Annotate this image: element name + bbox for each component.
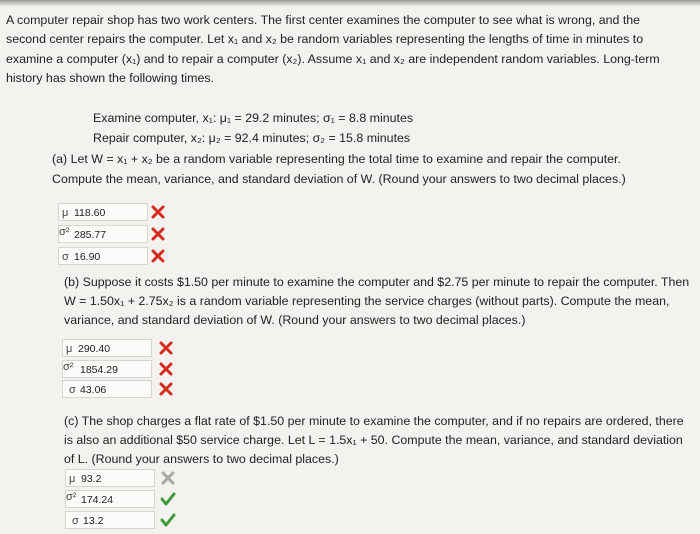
- incorrect-x-icon: [158, 339, 174, 357]
- answer-value: 174.24: [81, 494, 114, 506]
- sd-symbol: σ: [69, 384, 76, 396]
- variance-symbol: σ²: [63, 361, 74, 373]
- incorrect-x-icon: [150, 203, 166, 221]
- part-c-variance-input[interactable]: [65, 490, 155, 508]
- answer-value: 43.06: [80, 384, 107, 396]
- sd-symbol: σ: [62, 251, 69, 263]
- answer-value: 290.40: [78, 343, 111, 355]
- intro-line-1: A computer repair shop has two work centers. The first center examines the computer to see what is wrong, and the: [6, 13, 641, 27]
- correct-check-icon: [160, 490, 176, 508]
- part-b-sd-input[interactable]: [62, 380, 152, 398]
- part-a-mean-input[interactable]: [58, 203, 148, 221]
- answer-value: 93.2: [81, 473, 102, 485]
- intro-line-4: history has shown the following times.: [6, 71, 214, 85]
- incorrect-x-icon: [150, 225, 166, 243]
- answer-value: 16.90: [74, 251, 101, 263]
- part-a-line-2: Compute the mean, variance, and standard deviation of W. (Round your answers to two decimal places.): [52, 172, 626, 186]
- sd-symbol: σ: [72, 515, 79, 527]
- incorrect-x-icon: [158, 380, 174, 398]
- variance-symbol: σ²: [66, 491, 77, 503]
- intro-line-3: examine a computer (x₁) and to repair a computer (x₂). Assume x₁ and x₂ are independent random variables. Long-term: [6, 52, 660, 66]
- part-c-sd-input[interactable]: [65, 511, 155, 529]
- top-banner-strip: [0, 0, 700, 6]
- answer-value: 285.77: [74, 229, 107, 241]
- incorrect-x-icon: [158, 360, 174, 378]
- answer-value: 118.60: [74, 207, 106, 219]
- part-b-mean-input[interactable]: [62, 339, 152, 357]
- incorrect-x-icon: [150, 247, 166, 265]
- part-b-line-2: W = 1.50x₁ + 2.75x₂ is a random variable representing the service charges (without parts). Compute the mean,: [64, 294, 670, 308]
- part-c-line-1: (c) The shop charges a flat rate of $1.50 per minute to examine the computer, and if no repairs are ordered, there: [64, 414, 684, 428]
- part-a-sd-input[interactable]: [58, 247, 148, 265]
- part-c-line-3: of L. (Round your answers to two decimal places.): [64, 452, 339, 466]
- mean-symbol: μ: [66, 343, 73, 355]
- answer-value: 1854.29: [80, 364, 118, 376]
- repair-computer-params: Repair computer, x₂: μ₂ = 92.4 minutes; σ₂ = 15.8 minutes: [93, 131, 411, 145]
- part-a-line-1: (a) Let W = x₁ + x₂ be a random variable representing the total time to examine and repair the computer.: [52, 152, 621, 166]
- mean-symbol: μ: [62, 207, 69, 219]
- correct-check-icon: [160, 511, 176, 529]
- part-b-line-1: (b) Suppose it costs $1.50 per minute to examine the computer and $2.75 per minute to repair the computer. Then: [64, 275, 690, 289]
- intro-line-2: second center repairs the computer. Let x₁ and x₂ be random variables representing the lengths of time in minutes to: [6, 32, 644, 46]
- part-b-line-3: variance, and standard deviation of W. (Round your answers to two decimal places.): [64, 313, 526, 327]
- part-c-mean-input[interactable]: [65, 469, 155, 487]
- examine-computer-params: Examine computer, x₁: μ₁ = 29.2 minutes; σ₁ = 8.8 minutes: [93, 111, 414, 125]
- part-b-variance-input[interactable]: [62, 360, 152, 378]
- part-c-line-2: is also an additional $50 service charge. Let L = 1.5x₁ + 50. Compute the mean, variance, and standard deviation: [64, 433, 683, 447]
- part-a-variance-input[interactable]: [58, 225, 148, 243]
- mean-symbol: μ: [69, 473, 76, 485]
- answer-value: 13.2: [83, 515, 104, 527]
- variance-symbol: σ²: [59, 226, 70, 238]
- incorrect-x-icon: [160, 469, 176, 487]
- given-parameters: [93, 108, 413, 148]
